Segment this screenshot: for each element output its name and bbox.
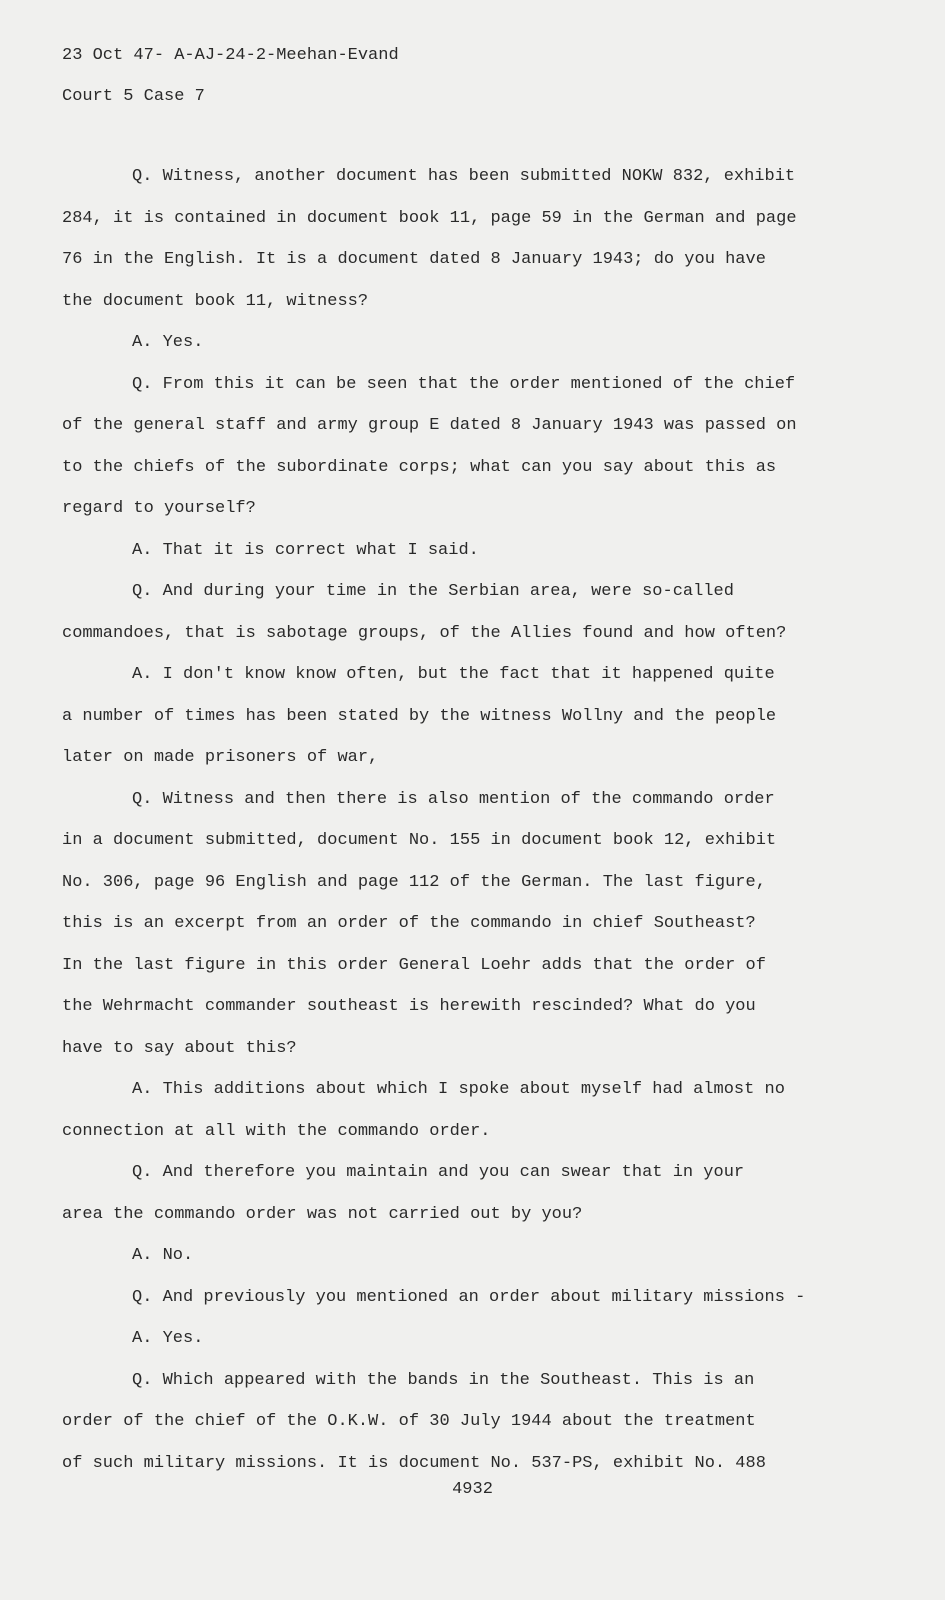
transcript-line: A. Yes. bbox=[132, 333, 204, 352]
transcript-line: regard to yourself? bbox=[62, 499, 256, 518]
transcript-line: have to say about this? bbox=[62, 1038, 297, 1058]
transcript-line: Q. Witness, another document has been submitted NOKW 832, exhibit bbox=[132, 167, 796, 186]
transcript-line: Q. Which appeared with the bands in the Southeast. This is an bbox=[132, 1370, 755, 1390]
transcript-line: area the commando order was not carried out by you? bbox=[62, 1204, 583, 1224]
transcript-line: of such military missions. It is document No. 537-PS, exhibit No. 488 bbox=[62, 1453, 766, 1473]
transcript-line: A. Yes. bbox=[132, 1329, 204, 1348]
transcript-line: A. No. bbox=[132, 1246, 194, 1265]
transcript-body bbox=[62, 165, 822, 1493]
transcript-line: 284, it is contained in document book 11, page 59 in the German and page bbox=[62, 208, 797, 228]
transcript-line: Q. And therefore you maintain and you can swear that in your bbox=[132, 1163, 745, 1182]
transcript-line: Q. And previously you mentioned an order about military missions - bbox=[132, 1287, 806, 1307]
transcript-line: A. I don't know know often, but the fact that it happened quite bbox=[132, 665, 775, 684]
transcript-line: 76 in the English. It is a document dated 8 January 1943; do you have bbox=[62, 250, 766, 269]
transcript-line: of the general staff and army group E dated 8 January 1943 was passed on bbox=[62, 416, 797, 435]
header-court-line: Court 5 Case 7 bbox=[62, 87, 205, 106]
transcript-line: this is an excerpt from an order of the commando in chief Southeast? bbox=[62, 914, 756, 933]
transcript-line: Q. Witness and then there is also mention of the commando order bbox=[132, 789, 775, 809]
transcript-line: the Wehrmacht commander southeast is herewith rescinded? What do you bbox=[62, 997, 756, 1016]
transcript-line: the document book 11, witness? bbox=[62, 291, 369, 311]
transcript-line: No. 306, page 96 English and page 112 of the German. The last figure, bbox=[62, 872, 766, 892]
transcript-line: to the chiefs of the subordinate corps; what can you say about this as bbox=[62, 457, 777, 477]
document-header bbox=[62, 44, 399, 126]
transcript-line: order of the chief of the O.K.W. of 30 July 1944 about the treatment bbox=[62, 1412, 756, 1431]
transcript-line: later on made prisoners of war, bbox=[62, 748, 379, 767]
transcript-line: connection at all with the commando order. bbox=[62, 1121, 491, 1141]
transcript-line: commandoes, that is sabotage groups, of the Allies found and how often? bbox=[62, 623, 787, 643]
transcript-line: Q. And during your time in the Serbian area, were so-called bbox=[132, 582, 734, 601]
transcript-line: a number of times has been stated by the witness Wollny and the people bbox=[62, 706, 777, 726]
transcript-line: A. This additions about which I spoke about myself had almost no bbox=[132, 1080, 785, 1099]
transcript-line: in a document submitted, document No. 155 in document book 12, exhibit bbox=[62, 831, 777, 850]
transcript-line: A. That it is correct what I said. bbox=[132, 540, 479, 560]
transcript-line: In the last figure in this order General Loehr adds that the order of bbox=[62, 955, 766, 975]
header-reference-line: 23 Oct 47- A-AJ-24-2-Meehan-Evand bbox=[62, 46, 399, 65]
transcript-line: Q. From this it can be seen that the order mentioned of the chief bbox=[132, 374, 796, 394]
page-number: 4932 bbox=[452, 1480, 493, 1499]
